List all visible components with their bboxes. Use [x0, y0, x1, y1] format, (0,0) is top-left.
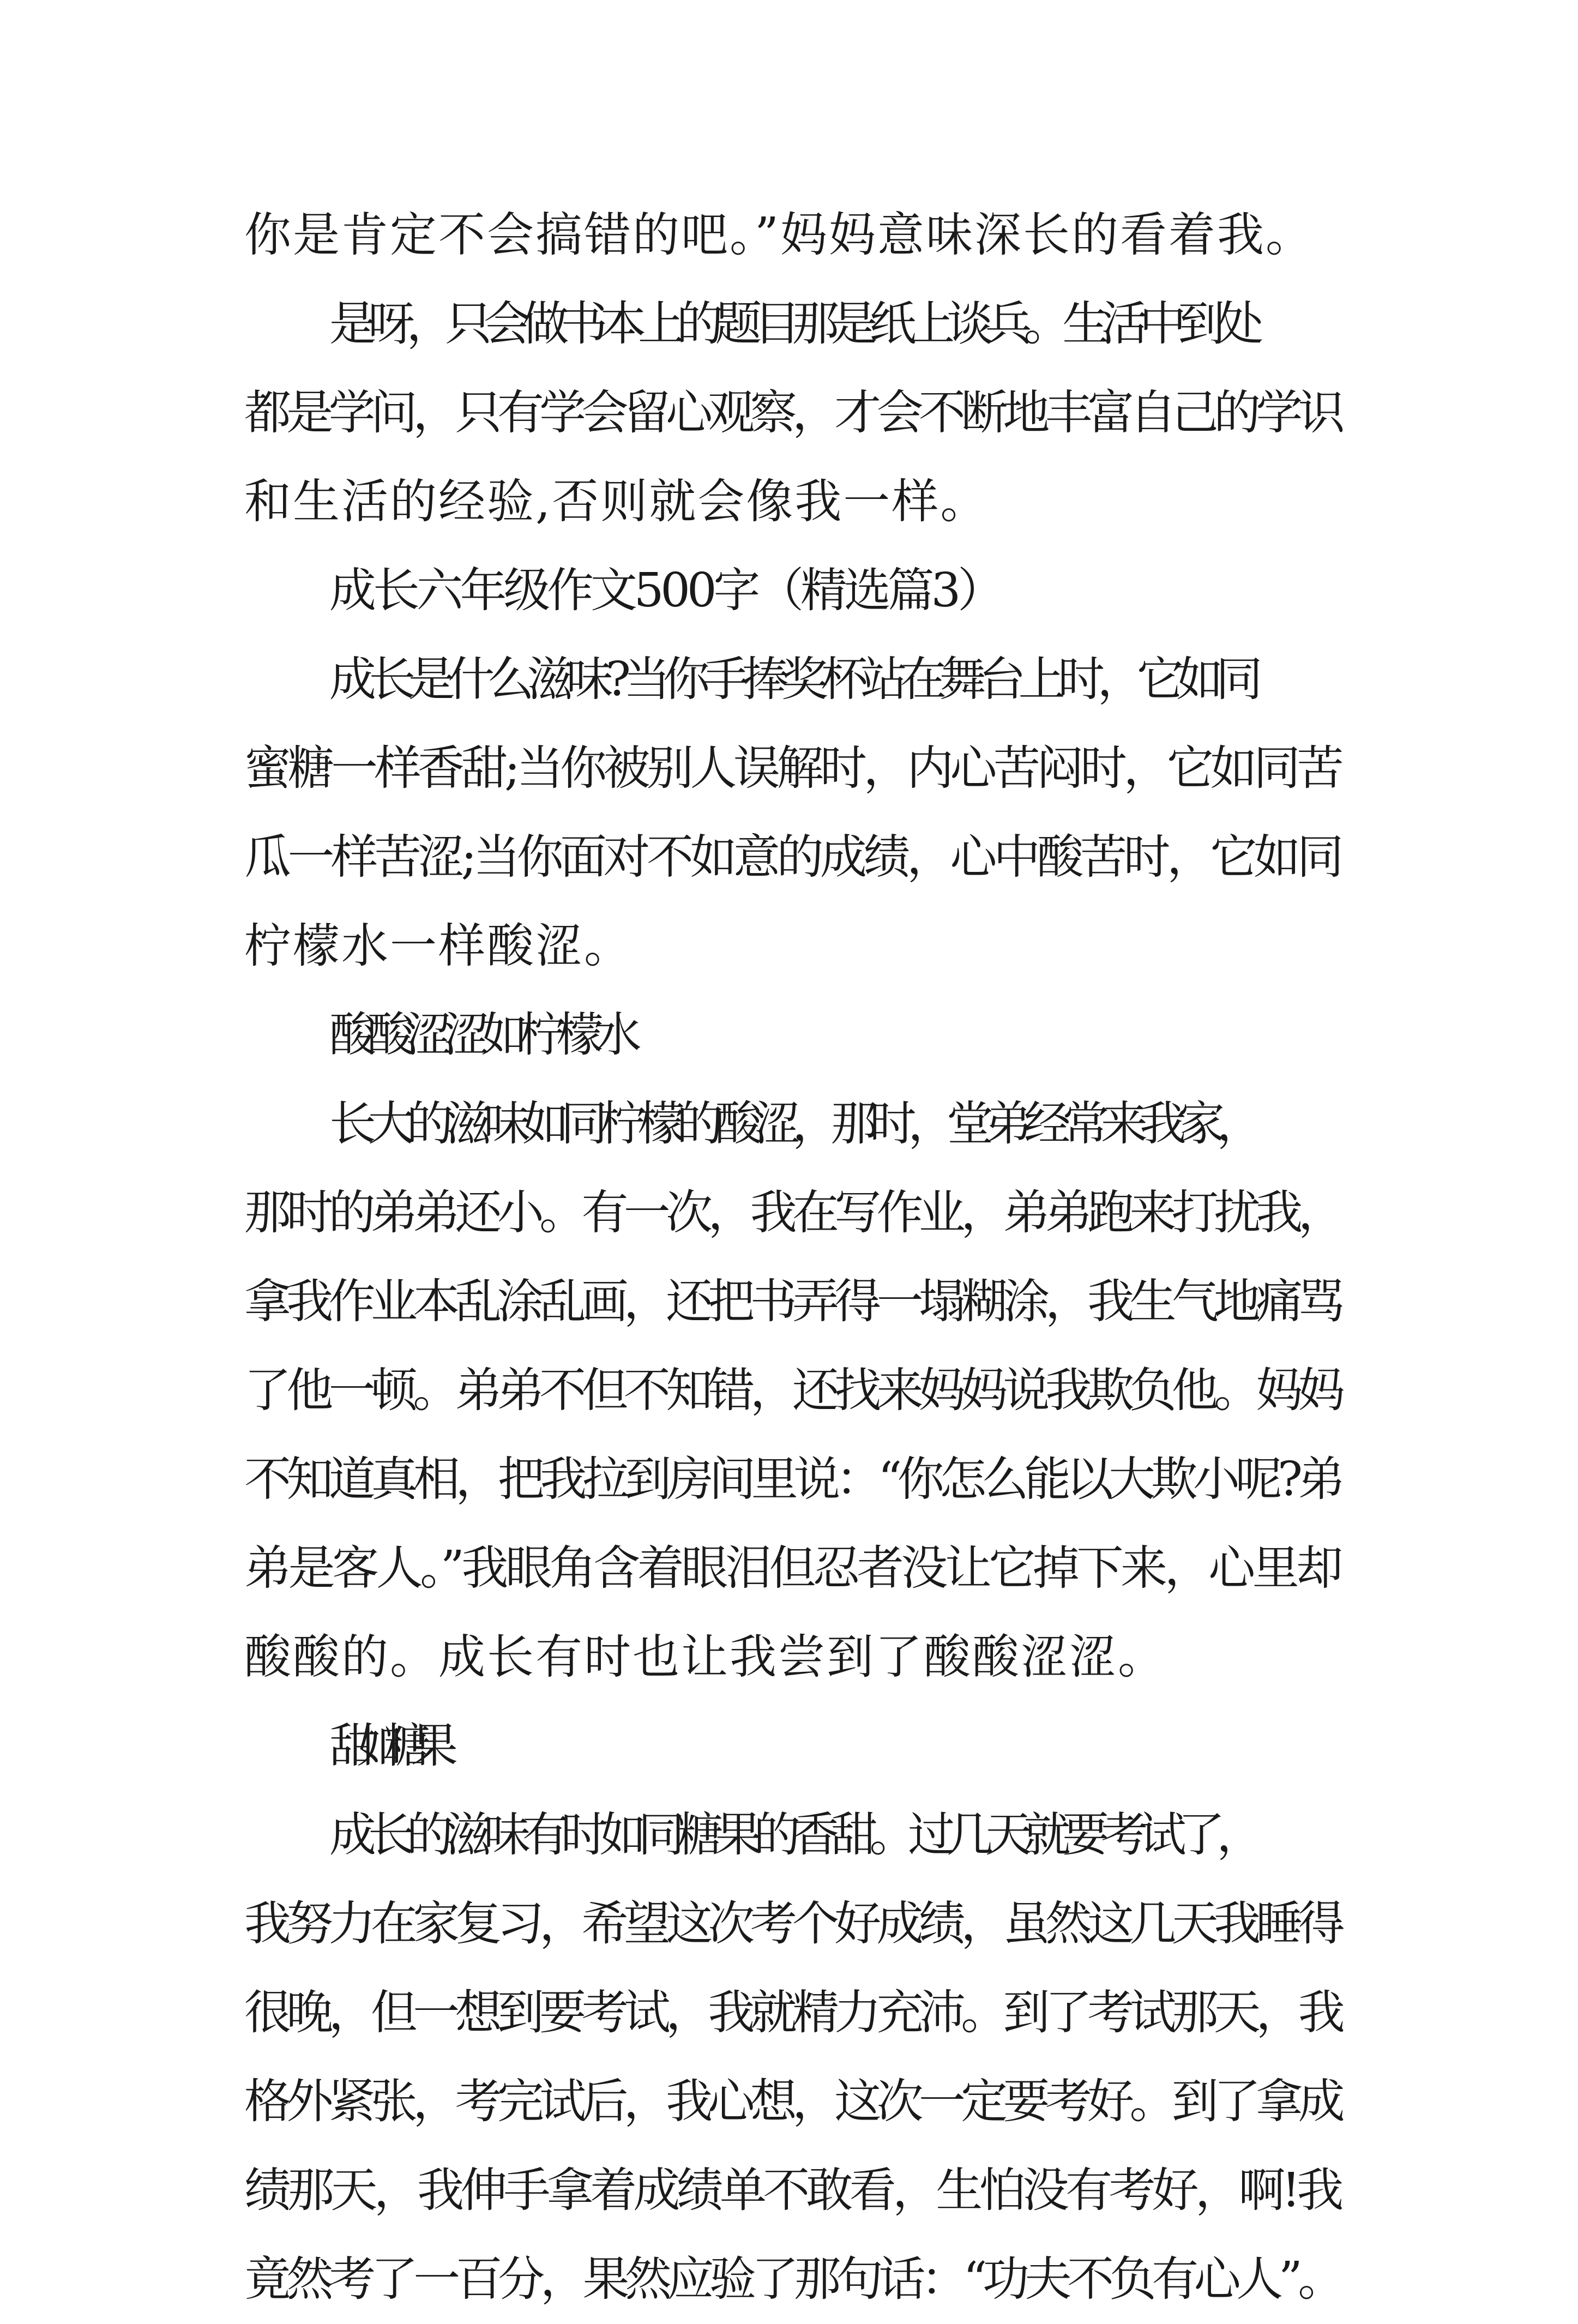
text-line: 不知道真相，把我拉到房间里说：“你怎么能以大欺小呢?弟	[244, 1452, 1341, 1507]
text-line: 绩那天，我伸手拿着成绩单不敢看，生怕没有考好，啊!我	[244, 2163, 1340, 2218]
section-title: 成长六年级作文500字（精选篇3）	[329, 563, 1001, 618]
text-line: 拿我作业本乱涂乱画，还把书弄得一塌糊涂，我生气地痛骂	[244, 1274, 1340, 1329]
text-line: 了他一顿。弟弟不但不知错，还找来妈妈说我欺负他。妈妈	[244, 1363, 1340, 1418]
text-line: 瓜一样苦涩;当你面对不如意的成绩，心中酸苦时，它如同	[244, 830, 1340, 884]
essay-text	[244, 191, 1340, 2324]
subheading: 甜如糖果	[329, 1719, 438, 1773]
text-line: 很晚，但一想到要考试，我就精力充沛。到了考试那天，我	[244, 1985, 1340, 2040]
text-line: 蜜糖一样香甜;当你被别人误解时，内心苦闷时，它如同苦	[244, 741, 1340, 796]
paragraph-start-line: 成长是什么滋味?当你手捧奖杯站在舞台上时，它如同	[329, 652, 1256, 707]
text-line: 都是学问，只有学会留心观察，才会不断地丰富自己的学识	[244, 386, 1340, 440]
text-line: 那时的弟弟还小。有一次，我在写作业，弟弟跑来打扰我，	[244, 1185, 1340, 1240]
paragraph-start-line: 是呀，只会做书本上的题目那是纸上谈兵。生活中到处	[329, 297, 1255, 351]
text-line: 柠檬水一样酸涩。	[244, 919, 633, 973]
subheading: 酸酸涩涩如柠檬水	[329, 1008, 633, 1062]
text-line: 和生活的经验,否则就会像我一样。	[244, 474, 989, 529]
text-line: 格外紧张，考完试后，我心想，这次一定要考好。到了拿成	[244, 2074, 1340, 2129]
text-line: 你是肯定不会搞错的吧。”妈妈意味深长的看着我。	[244, 208, 1314, 262]
text-line: 酸酸的。成长有时也让我尝到了酸酸涩涩。	[244, 1630, 1166, 1684]
text-line: 我努力在家复习，希望这次考个好成绩，虽然这几天我睡得	[244, 1896, 1340, 1951]
paragraph-start-line: 成长的滋味有时如同糖果的香甜。过几天就要考试了，	[329, 1808, 1255, 1862]
text-line: 竟然考了一百分，果然应验了那句话：“功夫不负有心人”。	[244, 2252, 1340, 2307]
paragraph-start-line: 长大的滋味如同柠檬的酸涩，那时，堂弟经常来我家，	[329, 1097, 1255, 1151]
text-line: 弟是客人。”我眼角含着眼泪但忍者没让它掉下来，心里却	[244, 1541, 1340, 1596]
